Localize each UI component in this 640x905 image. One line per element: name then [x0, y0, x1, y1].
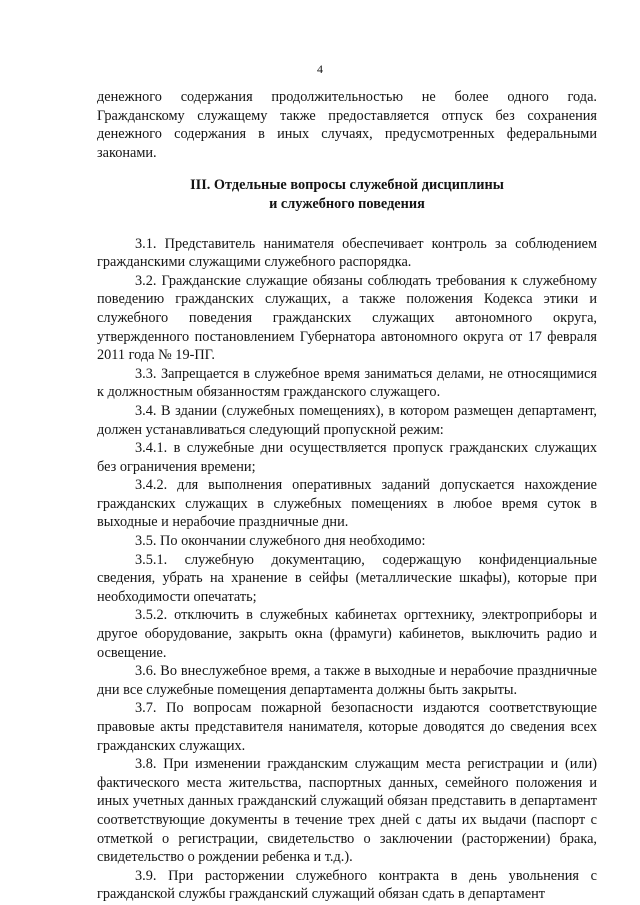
section-title-line-1: III. Отдельные вопросы служебной дисциплины: [190, 177, 504, 194]
paragraph-3-4-2: 3.4.2. для выполнения оперативных заданий допускается нахождение гражданских служащих в служебных помещениях в любое время суток в выходные и нерабочие праздничные дни.: [97, 477, 597, 531]
paragraph-3-3: 3.3. Запрещается в служебное время заниматься делами, не относящимися к должностным обязанностям гражданского служащего.: [97, 365, 597, 401]
section-heading: [97, 176, 597, 213]
document-body: [97, 88, 597, 904]
paragraph-3-5-2: 3.5.2. отключить в служебных кабинетах оргтехнику, электроприборы и другое оборудование, закрыть окна (фрамуги) кабинетов, выключить радио и освещение.: [97, 607, 597, 661]
paragraph-3-4: 3.4. В здании (служебных помещениях), в котором размещен департамент, должен устанавливаться следующий пропускной режим:: [97, 402, 597, 438]
intro-paragraph: денежного содержания продолжительностью не более одного года. Гражданскому служащему также предоставляется отпуск без сохранения денежного содержания в иных случаях, предусмотренных федеральными законами.: [97, 89, 597, 161]
paragraph-3-4-1: 3.4.1. в служебные дни осуществляется пропуск гражданских служащих без ограничения времени;: [97, 440, 597, 475]
paragraph-3-8: 3.8. При изменении гражданским служащим места регистрации и (или) фактического места жительства, паспортных данных, семейного положения и иных учетных данных гражданский служащий обязан представить в департамент соответствующие документы в течение трех дней с даты их выдачи (паспорт с отметкой о регистрации, свидетельство о заключении (расторжении) брака, свидетельство о рождении ребенка и т.д.).: [97, 756, 597, 866]
paragraph-3-5-1: 3.5.1. служебную документацию, содержащую конфиденциальные сведения, убрать на хранение в сейфы (металлические шкафы), которые при необходимости опечатать;: [97, 551, 597, 605]
section-title-line-2: и служебного поведения: [269, 195, 425, 212]
paragraph-3-7: 3.7. По вопросам пожарной безопасности издаются соответствующие правовые акты представителя нанимателя, которые доводятся до сведения всех гражданских служащих.: [97, 700, 597, 754]
paragraph-3-2: 3.2. Гражданские служащие обязаны соблюдать требования к служебному поведению гражданских служащих, а также положения Кодекса этики и служебного поведения гражданских служащих автономного округа, утвержденного постановлением Губернатора автономного округа от 17 февраля 2011 года № 19-ПГ.: [97, 272, 597, 364]
page-number: 4: [317, 62, 323, 76]
paragraph-3-6: 3.6. Во внеслужебное время, а также в выходные и нерабочие праздничные дни все служебные помещения департамента должны быть закрыты.: [97, 663, 597, 698]
paragraph-3-5: 3.5. По окончании служебного дня необходимо:: [135, 533, 426, 550]
paragraph-3-9: 3.9. При расторжении служебного контракта в день увольнения с гражданской службы гражданский служащий обязан сдать в департамент: [97, 867, 597, 903]
paragraph-3-1: 3.1. Представитель нанимателя обеспечивает контроль за соблюдением гражданскими служащими служебного распорядка.: [97, 235, 597, 271]
